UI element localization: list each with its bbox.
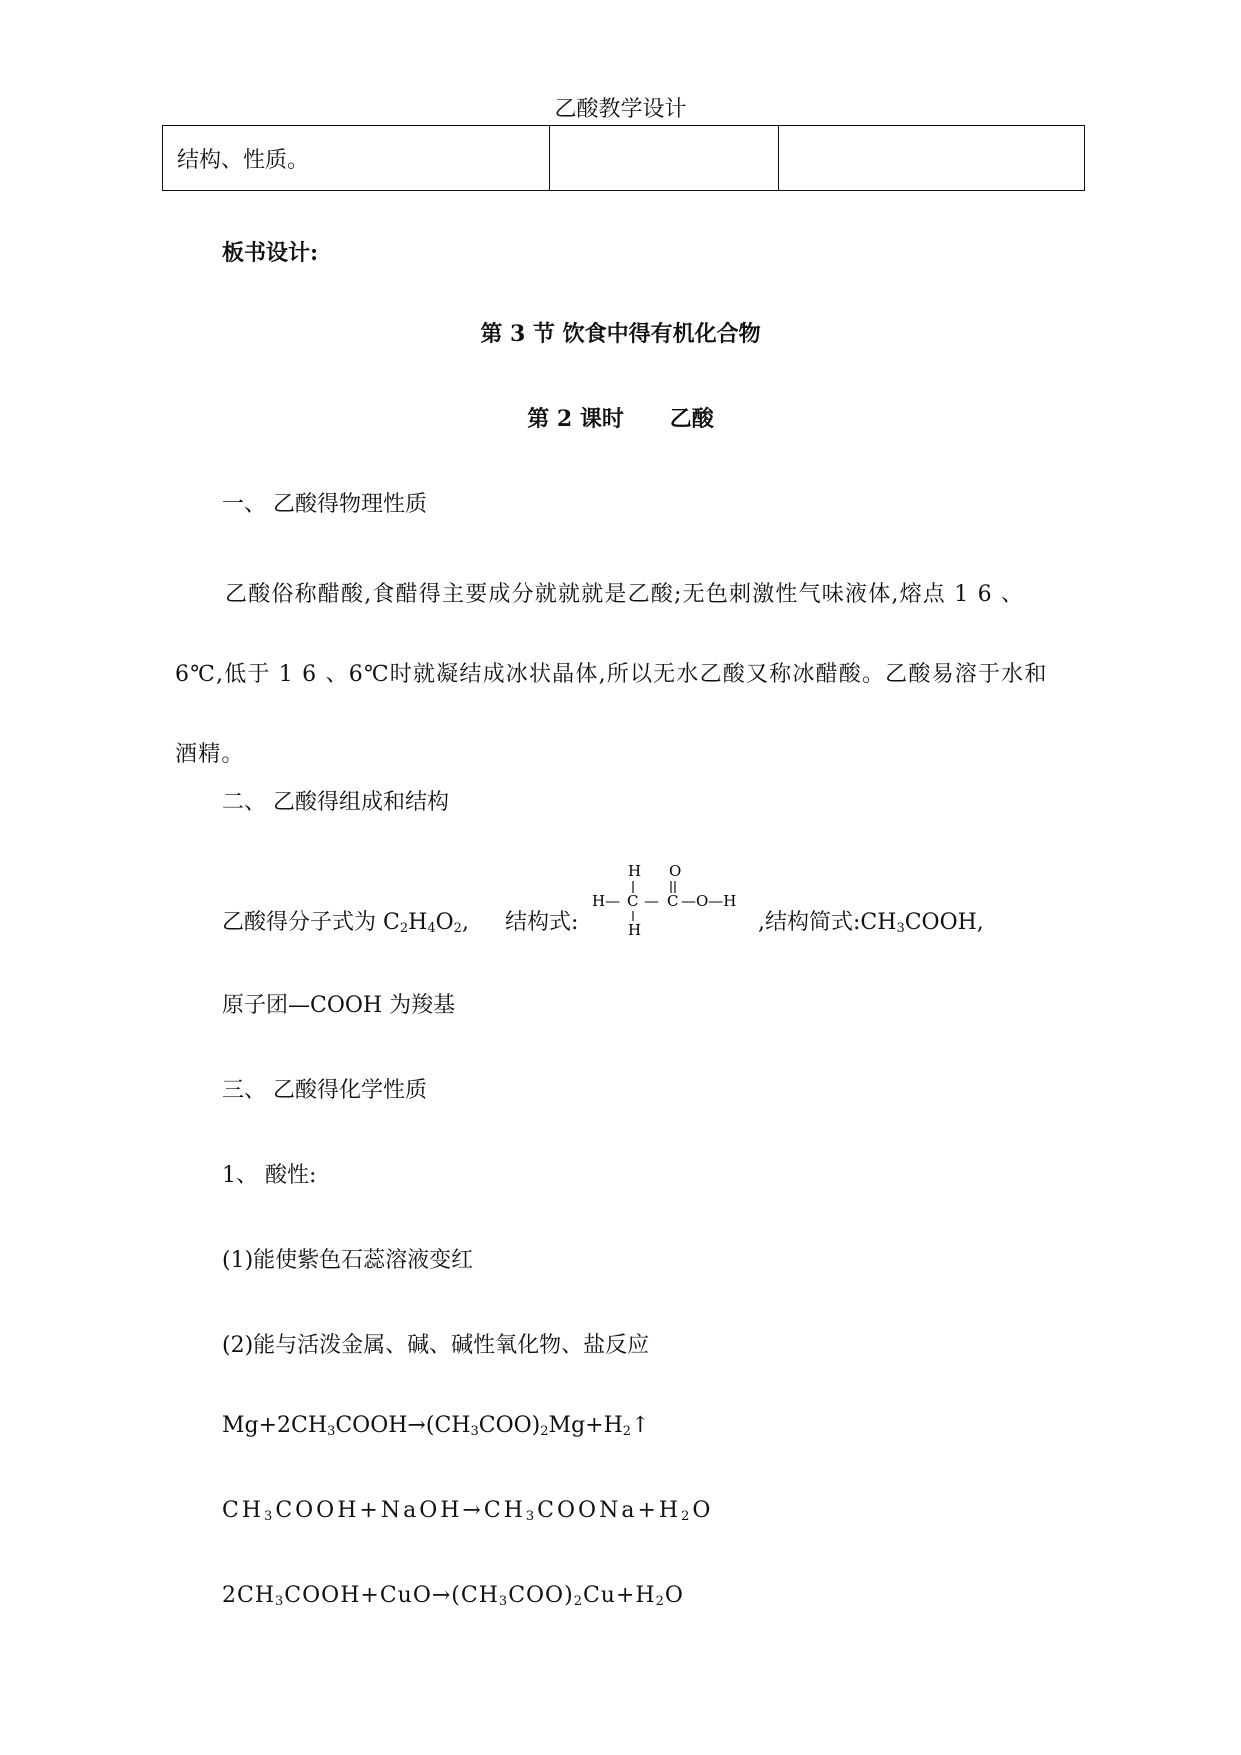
physical-properties-text: 乙酸俗称醋酸,食醋得主要成分就就就是乙酸;无色刺激性气味液体,熔点 1 6 、6℃,低于 1 6 、6℃时就凝结成冰状晶体,所以无水乙酸又称冰醋酸。乙酸易溶于水和酒精。 — [175, 582, 1048, 767]
bond-c1-c2: — — [644, 892, 659, 910]
structural-formula-diagram — [580, 858, 760, 938]
short-formula-line — [758, 905, 984, 936]
table-cell — [550, 126, 779, 191]
equation-sodium-hydroxide: $CH_3COOH+NaOH\to CH_3COONa+H_2O$ — [222, 1498, 714, 1524]
table-row — [163, 126, 1085, 191]
structural-formula-label: 结构式: — [504, 910, 579, 935]
short-formula-label: ,结构简式: — [758, 910, 861, 935]
atom-top-h: H — [628, 862, 642, 880]
acidity-subheading: 1、 酸性: — [222, 1163, 317, 1188]
short-formula: $CH_3COOH$, — [860, 910, 984, 936]
document-header: 乙酸教学设计 — [554, 97, 687, 122]
section-title: 第 3 节 饮食中得有机化合物 — [480, 321, 761, 347]
atom-c2: C — [667, 892, 679, 910]
carboxyl-group-text: 原子团—COOH 为羧基 — [222, 993, 456, 1018]
property-item-litmus: (1)能使紫色石蕊溶液变红 — [222, 1248, 474, 1273]
lesson-title: 第 2 课时 乙酸 — [527, 406, 714, 432]
molecular-formula-line — [222, 905, 578, 936]
lesson-table — [162, 125, 1085, 191]
table-cell — [779, 126, 1085, 191]
table-cell: 结构、性质。 — [163, 126, 550, 191]
atom-left-h-bond: H— — [592, 892, 621, 910]
chemical-properties-heading: 三、 乙酸得化学性质 — [222, 1078, 427, 1103]
physical-properties-heading: 一、 乙酸得物理性质 — [222, 492, 427, 517]
equation-copper-oxide: $2CH_3COOH+CuO\to(CH_3COO)_2Cu+H_2O$ — [222, 1583, 684, 1609]
equation-magnesium: $Mg+2CH_3COOH\to(CH_3COO)_2Mg+H_2↑$ — [222, 1413, 650, 1439]
atom-bottom-h: H — [628, 921, 642, 938]
molecular-formula-label: 乙酸得分子式为 — [222, 910, 377, 935]
molecular-formula: $C_2H_4O_2$, — [383, 910, 469, 936]
property-item-reactions: (2)能与活泼金属、碱、碱性氧化物、盐反应 — [222, 1333, 650, 1358]
atom-top-o: O — [669, 862, 682, 880]
atom-o-h: —O—H — [681, 892, 737, 910]
atom-c1: C — [627, 892, 639, 910]
board-design-label: 板书设计: — [222, 240, 319, 266]
structure-heading: 二、 乙酸得组成和结构 — [222, 790, 449, 815]
